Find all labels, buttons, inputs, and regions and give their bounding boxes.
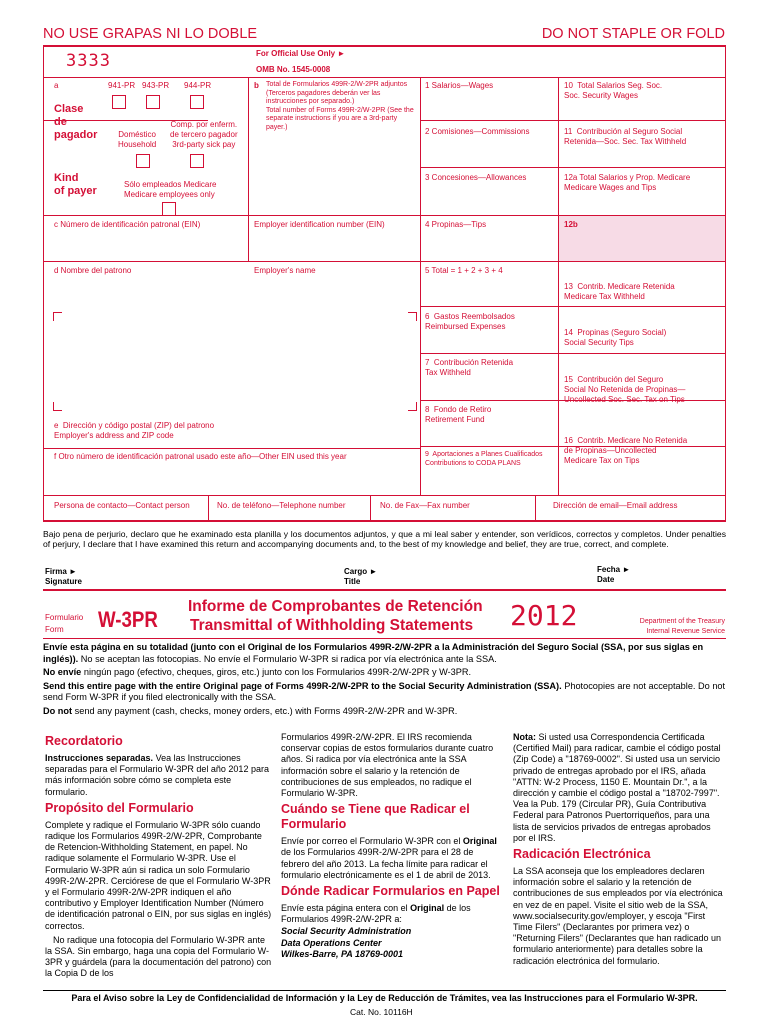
perjury-statement: Bajo pena de perjurio, declaro que he examinado esta planilla y los documentos adjuntos, y que a mi leal saber y entender, son verídicos, correctos y completos. Under penalties of perjury, I declare that I have examined this return and accompanying documents and, to the best of my knowledge and belief, they are true, correct, and complete. (43, 529, 726, 549)
fax-label: No. de Fax—Fax number (380, 501, 470, 510)
when-to-file-heading: Cuándo se Tiene que Radicar el Formulario (281, 802, 470, 832)
instr-line1b: No se aceptan las fotocopias. No envíe el Formulario W-3PR si radica por vía electrónica ante la SSA. (78, 653, 497, 664)
checkbox-thirdparty[interactable] (190, 154, 204, 168)
form-title-en: Transmittal of Withholding Statements (190, 617, 474, 634)
separate-instructions-bold: Instrucciones separadas. (45, 753, 154, 763)
address-window-corner (408, 402, 417, 411)
address-window-corner (53, 402, 62, 411)
medicare-only-label: Sólo empleados Medicare Medicare employees only (124, 180, 217, 199)
instructions-block (43, 642, 726, 717)
purpose-text: Complete y radique el Formulario W-3PR sólo cuando radique los Formularios 499R-2/W-2PR, Comprobante de Retencion-Withholding Statement, en papel. No radique solamente el Formulario W-3PR. Use el Formulario W-3PR aún si radica un solo Formulario 499R-2/W-2PR. Cerciórese de que el Formulario W-3PR y el Formulario 499R-2/W-2PR indiquen el año contributivo y Employer Identification Number (Número de identificación patronal o EIN, por sus siglas en inglés) correctos. (45, 819, 272, 931)
mailing-address (281, 926, 503, 960)
type-941pr-label: 941-PR (108, 81, 136, 90)
column-3 (513, 732, 726, 970)
official-use: For Official Use Only ► (256, 49, 346, 58)
checkbox-943pr[interactable] (146, 95, 160, 109)
instr-line2b: ningún pago (efectivo, cheques, giros, etc.) junto con los Formularios 499R-2/W-2PR y W-3PR. (81, 667, 472, 677)
ein-label-en: Employer identification number (EIN) (254, 220, 385, 229)
retention-text: Formularios 499R-2/W-2PR. El IRS recomienda conservar copias de estos formularios durante cuatro años. Si radica por vía electrónica ante la SSA información sobre el salario y la retención de contribuciones de sus empleados, no radique el Formulario W-3PR. (281, 732, 494, 799)
box-a-letter: a (54, 81, 59, 90)
thirdparty-label: Comp. por enferm. de tercero pagador 3rd-party sick pay (170, 120, 238, 149)
checkbox-household[interactable] (136, 154, 150, 168)
irs-label: Internal Revenue Service (646, 628, 725, 635)
box11-label: 11 Contribución al Seguro Social Retenida—Soc. Sec. Tax Withheld (564, 127, 687, 146)
address-line-2: Data Operations Center (281, 937, 382, 948)
header-left: NO USE GRAPAS NI LO DOBLE (43, 26, 258, 42)
instr-line3a: Send this entire page with the entire Original page of Forms 499R-2/W-2PR to the Social Security Administration (SSA). (43, 680, 562, 691)
box1-label: 1 Salarios—Wages (425, 81, 494, 90)
box9-label: 9 Aportaciones a Planes Cualificados Contributions to CODA PLANS (425, 451, 543, 467)
photocopy-text: No radique una fotocopia del Formulario W-3PR ante la SSA. Sin embargo, haga una copia del Formulario W-3PR y guárdela (para la documentación del patrono) con la Copia D de los (45, 934, 272, 979)
box2-label: 2 Comisiones—Commissions (425, 127, 530, 136)
box5-label: 5 Total = 1 + 2 + 3 + 4 (425, 266, 503, 275)
catalog-number: Cat. No. 10116H (350, 1007, 413, 1017)
box12b-label: 12b (564, 220, 578, 229)
instr-line1: Envíe esta página en su totalidad (junto con el Original de los Formularios 499R-2/W-2PR a la Administración del Seguro Social (SSA, por sus siglas en inglés)). (43, 642, 704, 664)
checkbox-941pr[interactable] (112, 95, 126, 109)
where-text-c: de los Formularios 499R-2/W-2PR a: (281, 903, 471, 925)
type-944pr-label: 944-PR (184, 81, 212, 90)
box14-label: 14 Propinas (Seguro Social) Social Security Tips (564, 328, 667, 347)
form-number: W-3PR (98, 607, 158, 632)
box13-label: 13 Contrib. Medicare Retenida Medicare Tax Withheld (564, 282, 675, 301)
clase-label: Clase de pagador (54, 103, 98, 141)
date-label: Fecha ► (597, 565, 631, 574)
form-code: 3333 (66, 51, 111, 71)
date-label-en: Date (597, 575, 615, 584)
title-label: Cargo ► (344, 567, 378, 576)
type-943pr-label: 943-PR (142, 81, 170, 90)
telephone-label: No. de teléfono—Telephone number (217, 501, 346, 510)
box10-label: 10 Total Salarios Seg. Soc. Soc. Security Wages (564, 81, 663, 100)
when-text-bold: Original (462, 836, 497, 847)
formulario-label: Formulario (45, 613, 84, 622)
address-window-corner (53, 312, 62, 321)
instr-line4b: send any payment (cash, checks, money orders, etc.) with Forms 499R-2/W-2PR and W-3PR. (72, 705, 458, 716)
when-text-a: Envíe por correo el Formulario W-3PR con el (281, 836, 463, 847)
box4-label: 4 Propinas—Tips (425, 220, 487, 229)
header-right: DO NOT STAPLE OR FOLD (541, 26, 725, 42)
form-label: Form (45, 625, 64, 634)
where-text-a: Envíe esta página entera con el (281, 903, 411, 914)
signature-label-en: Signature (45, 577, 82, 586)
dept-treasury: Department of the Treasury (639, 618, 725, 625)
checkbox-medicare-only[interactable] (162, 202, 176, 216)
form-title-es: Informe de Comprobantes de Retención (188, 598, 483, 615)
electronic-filing-text: La SSA aconseja que los empleadores declaren información sobre el salario y la retención de contribuciones de sus empleados por vía electrónica en vez de en papel. Visite el sitio web de la SSA, www.socialsecurity.gov/employer, y escoja "First Time Filers" (Declarantes por primera vez) o "Returning Filers" (Declarantes que han radicado un formulario anteriormente) para detalles sobre la radicación electrónica del formulario. (513, 866, 723, 966)
box-b-letter: b (254, 81, 259, 90)
where-text-bold: Original (410, 903, 445, 914)
box12a-label: 12a Total Salarios y Prop. Medicare Medicare Wages and Tips (564, 173, 691, 192)
instr-line2a: No envíe (43, 667, 82, 677)
column-1 (45, 732, 273, 983)
privacy-notice: Para el Aviso sobre la Ley de Confidencialidad de Información y la Ley de Reducción de Trámites, vea las Instrucciones para el Formulario W-3PR. (71, 993, 698, 1003)
box15-label: 15 Contribución del Seguro Social No Retenida de Propinas— Uncollected Soc. Sec. Tax on Tips (564, 375, 686, 404)
name-label-en: Employer's name (254, 266, 316, 275)
box6-label: 6 Gastos Reembolsados Reimbursed Expenses (425, 312, 515, 331)
title-label-en: Title (344, 577, 361, 586)
address-line-3: Wilkes-Barre, PA 18769-0001 (281, 948, 403, 959)
address-line-1: Social Security Administration (281, 926, 412, 937)
ein-label-es: c Número de identificación patronal (EIN) (54, 220, 201, 229)
reminder-text: Vea las Instrucciones separadas para el Formulario W-3PR del año 2012 para más información sobre cómo se completa este formulario. (45, 753, 269, 797)
household-label: Doméstico Household (118, 130, 157, 149)
address-label: e Dirección y código postal (ZIP) del patrono Employer's address and ZIP code (54, 421, 215, 440)
where-to-file-heading: Dónde Radicar Formularios en Papel (281, 884, 500, 899)
omb-number: OMB No. 1545-0008 (256, 65, 331, 74)
electronic-filing-heading: Radicación Electrónica (513, 847, 651, 862)
box8-label: 8 Fondo de Retiro Retirement Fund (425, 405, 492, 424)
other-ein-label: f Otro número de identificación patronal usado este año—Other EIN used this year (54, 452, 347, 461)
instr-line3b: Photocopies are not acceptable. Do not send Form W-3PR if you filed electronically with the SSA. (43, 680, 726, 702)
note-bold: Nota: (513, 732, 536, 742)
purpose-heading: Propósito del Formulario (45, 800, 194, 815)
kind-label: Kind of payer (54, 172, 97, 197)
note-text: Si usted usa Correspondencia Certificada (Certified Mail) para radicar, cambie el código postal (Zip Code) a "18769-0002". Si usted usa un servicio privado de entregas aprobado por el IRS, añada "ATTN: W-2 Process, 1150 E. Mountain Dr.", a la dirección y cambie el código postal a "18702-7997". Vea la Pub. 179 (Circular PR), Guía Contributiva Federal para Patronos Puertorriqueños, para una lista de servicios privados de entregas aprobados por el IRS. (513, 732, 721, 843)
tax-year: 2012 (510, 599, 578, 632)
box3-label: 3 Concesiones—Allowances (425, 173, 527, 182)
recordatorio-heading: Recordatorio (45, 734, 123, 748)
when-text-c: de los Formularios 499R-2/W-2PR para el 28 de febrero del año 2013. La fecha límite para radicar el formulario electrónicamente es el 1 de abril de 2013. (281, 847, 491, 880)
box7-label: 7 Contribución Retenida Tax Withheld (425, 358, 514, 377)
box-b-label: Total de Formularios 499R-2/W-2PR adjuntos (Terceros pagadores deberán ver las instrucciones por separado.) Total number of Forms 499R-2/W-2PR (See the separate instructions if you are a 3rd-party payer.) (266, 81, 414, 131)
column-2 (281, 732, 503, 960)
email-label: Dirección de email—Email address (553, 501, 678, 510)
address-window-corner (408, 312, 417, 321)
contact-person-label: Persona de contacto—Contact person (54, 501, 190, 510)
instr-line4a: Do not (43, 705, 73, 716)
name-label-es: d Nombre del patrono (54, 266, 132, 275)
box16-label: 16 Contrib. Medicare No Retenida de Propinas—Uncollected Medicare Tax on Tips (564, 436, 688, 465)
checkbox-944pr[interactable] (190, 95, 204, 109)
signature-label: Firma ► (45, 567, 77, 576)
